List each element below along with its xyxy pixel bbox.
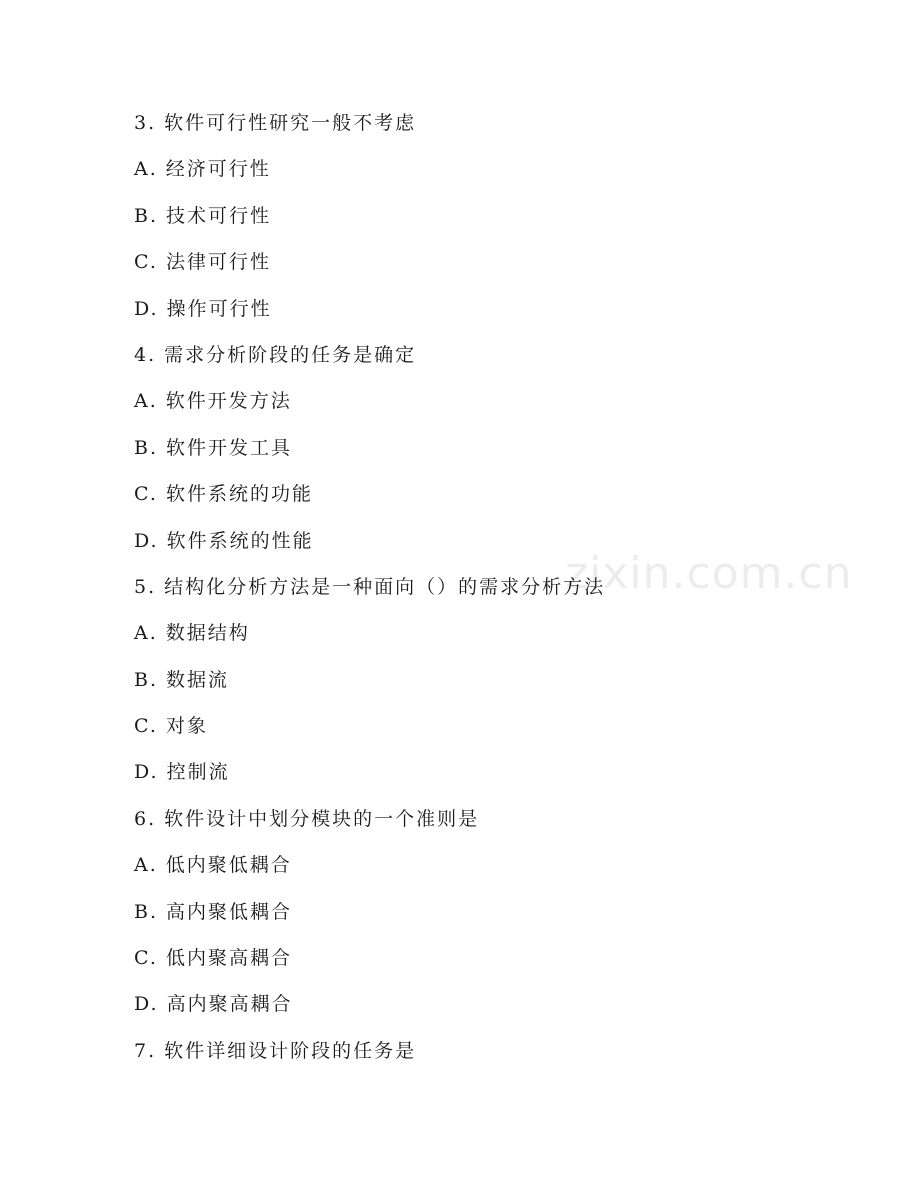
- question-4-stem: 4. 需求分析阶段的任务是确定: [134, 343, 417, 366]
- question-5-option-a: A. 数据结构: [134, 622, 250, 645]
- question-5-option-c: C. 对象: [134, 715, 208, 738]
- question-4-option-b: B. 软件开发工具: [134, 436, 293, 459]
- question-3-option-c: C. 法律可行性: [134, 251, 271, 274]
- question-6-option-d: D. 高内聚高耦合: [134, 993, 293, 1016]
- watermark-text: zixin.com.cn: [565, 548, 853, 599]
- question-3-option-d: D. 操作可行性: [134, 297, 272, 320]
- question-3-option-a: A. 经济可行性: [134, 158, 271, 181]
- question-6-stem: 6. 软件设计中划分模块的一个准则是: [134, 807, 480, 830]
- question-6-option-b: B. 高内聚低耦合: [134, 900, 293, 923]
- question-4-option-d: D. 软件系统的性能: [134, 529, 314, 552]
- question-4-option-a: A. 软件开发方法: [134, 390, 292, 413]
- question-3-option-b: B. 技术可行性: [134, 204, 272, 227]
- question-5-option-d: D. 控制流: [134, 761, 230, 784]
- question-3-stem: 3. 软件可行性研究一般不考虑: [134, 112, 417, 134]
- question-4-option-c: C. 软件系统的功能: [134, 483, 313, 506]
- question-5-option-b: B. 数据流: [134, 668, 230, 691]
- question-7-stem: 7. 软件详细设计阶段的任务是: [134, 1039, 417, 1062]
- question-6-option-a: A. 低内聚低耦合: [134, 854, 292, 877]
- question-5-stem: 5. 结构化分析方法是一种面向（）的需求分析方法: [134, 575, 606, 598]
- question-6-option-c: C. 低内聚高耦合: [134, 947, 292, 970]
- question-list: [134, 105, 834, 1079]
